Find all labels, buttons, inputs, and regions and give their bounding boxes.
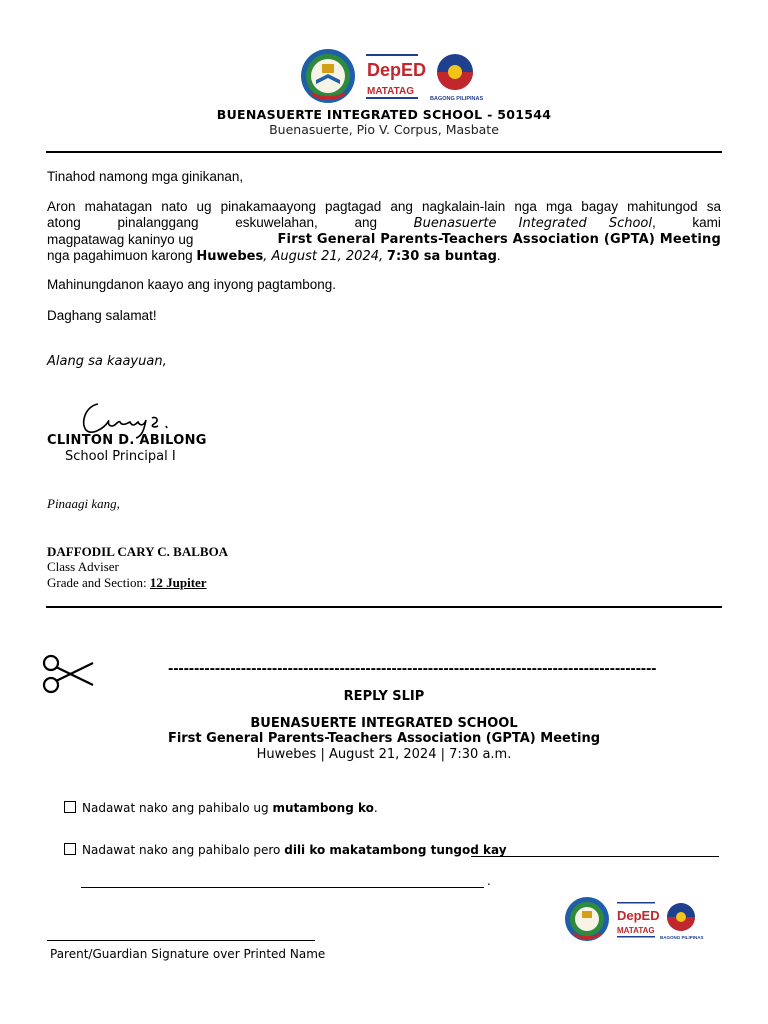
p1-word: kami (692, 215, 721, 230)
letter-paragraph-1 (47, 199, 721, 265)
principal-title: School Principal I (65, 449, 176, 464)
cut-line: ---------------------------------------------------------------------------------------------- (168, 662, 657, 677)
svg-text:BAGONG PILIPINAS: BAGONG PILIPINAS (660, 935, 704, 940)
letter-paragraph-2: Mahinungdanon kaayo ang inyong pagtambong. (47, 277, 336, 292)
option-attend[interactable] (64, 801, 378, 815)
attend-checkbox[interactable] (64, 801, 76, 813)
p1-line-1: Aron mahatagan nato ug pinakamaayong pagtagad ang nagkalain-lain nga mga bagay mahitungod sa (47, 199, 721, 214)
header-divider (46, 151, 722, 153)
deped-wordmark: DepED (367, 60, 427, 80)
meeting-time: 7:30 sa buntag (386, 249, 497, 264)
bagong-pilipinas-logo (430, 54, 484, 102)
p1-period: . (496, 248, 501, 263)
school-seal-logo (301, 49, 355, 103)
school-seal-logo-small (565, 897, 609, 941)
adviser-name: DAFFODIL CARY C. BALBOA (47, 544, 229, 559)
decline-checkbox[interactable] (64, 843, 76, 855)
reply-school: BUENASUERTE INTEGRATED SCHOOL (250, 716, 518, 731)
reason-line-1[interactable] (471, 856, 719, 857)
option-attend-text: Nadawat nako ang pahibalo ug (82, 801, 269, 815)
letter-paragraph-3: Daghang salamat! (47, 308, 157, 323)
letter-closing: Alang sa kaayuan, (47, 354, 167, 369)
p1-comma: , (651, 215, 656, 230)
school-name: BUENASUERTE INTEGRATED SCHOOL - 501544 (216, 107, 552, 122)
principal-name: CLINTON D. ABILONG (47, 433, 207, 448)
svg-text:MATATAG: MATATAG (617, 926, 655, 935)
meeting-date: , August 21, 2024, (263, 249, 384, 264)
school-address: Buenasuerte, Pio V. Corpus, Masbate (269, 122, 499, 137)
deped-logo (366, 54, 426, 99)
p1-text: nga pagahimuon karong (47, 248, 193, 263)
option-attend-period: . (373, 801, 378, 815)
signature-label: Parent/Guardian Signature over Printed Name (50, 947, 326, 961)
deped-logo-small (617, 902, 660, 938)
meeting-day: Huwebes (196, 249, 264, 264)
svg-text:DepED: DepED (617, 908, 660, 923)
via-label: Pinaagi kang, (47, 496, 120, 511)
header-logos (0, 48, 768, 108)
p1-line-3 (47, 232, 721, 248)
matatag-wordmark: MATATAG (367, 86, 415, 97)
p1-line-2 (47, 215, 721, 232)
option-decline-bold: dili ko makatambong tungod kay (284, 843, 507, 857)
reply-schedule: Huwebes | August 21, 2024 | 7:30 a.m. (256, 747, 512, 762)
p1-word: eskuwelahan, (235, 215, 318, 230)
adviser-title: Class Adviser (47, 559, 119, 574)
option-attend-bold: mutambong ko (272, 801, 374, 815)
meeting-name: First General Parents-Teachers Association (GPTA) Meeting (277, 232, 721, 247)
option-decline-text: Nadawat nako ang pahibalo pero (82, 843, 281, 857)
grade-section (47, 575, 207, 591)
p1-word: atong (47, 215, 81, 230)
letter-greeting: Tinahod namong mga ginikanan, (47, 169, 244, 184)
signature-line[interactable] (47, 940, 315, 941)
p1-word: ang (354, 215, 377, 230)
school-name-italic: Buenasuerte Integrated School (413, 216, 652, 231)
scissors-icon (40, 654, 96, 694)
bagong-pilipinas-logo-small (660, 903, 704, 940)
section-divider (46, 606, 722, 608)
p1-word: pinalanggang (117, 215, 199, 230)
grade-value: 12 Jupiter (149, 575, 207, 590)
p1-text: magpatawag kaninyo ug (47, 232, 194, 247)
grade-label: Grade and Section: (47, 575, 147, 590)
reply-meeting: First General Parents-Teachers Association (GPTA) Meeting (167, 731, 601, 746)
p1-line-4 (47, 248, 721, 265)
reason-line-2[interactable] (81, 887, 484, 888)
svg-text:BAGONG PILIPINAS: BAGONG PILIPINAS (430, 96, 484, 102)
footer-logos (560, 896, 704, 942)
option-decline[interactable] (64, 843, 507, 857)
reply-slip-title: REPLY SLIP (343, 689, 425, 704)
reason-period: . (487, 874, 491, 888)
